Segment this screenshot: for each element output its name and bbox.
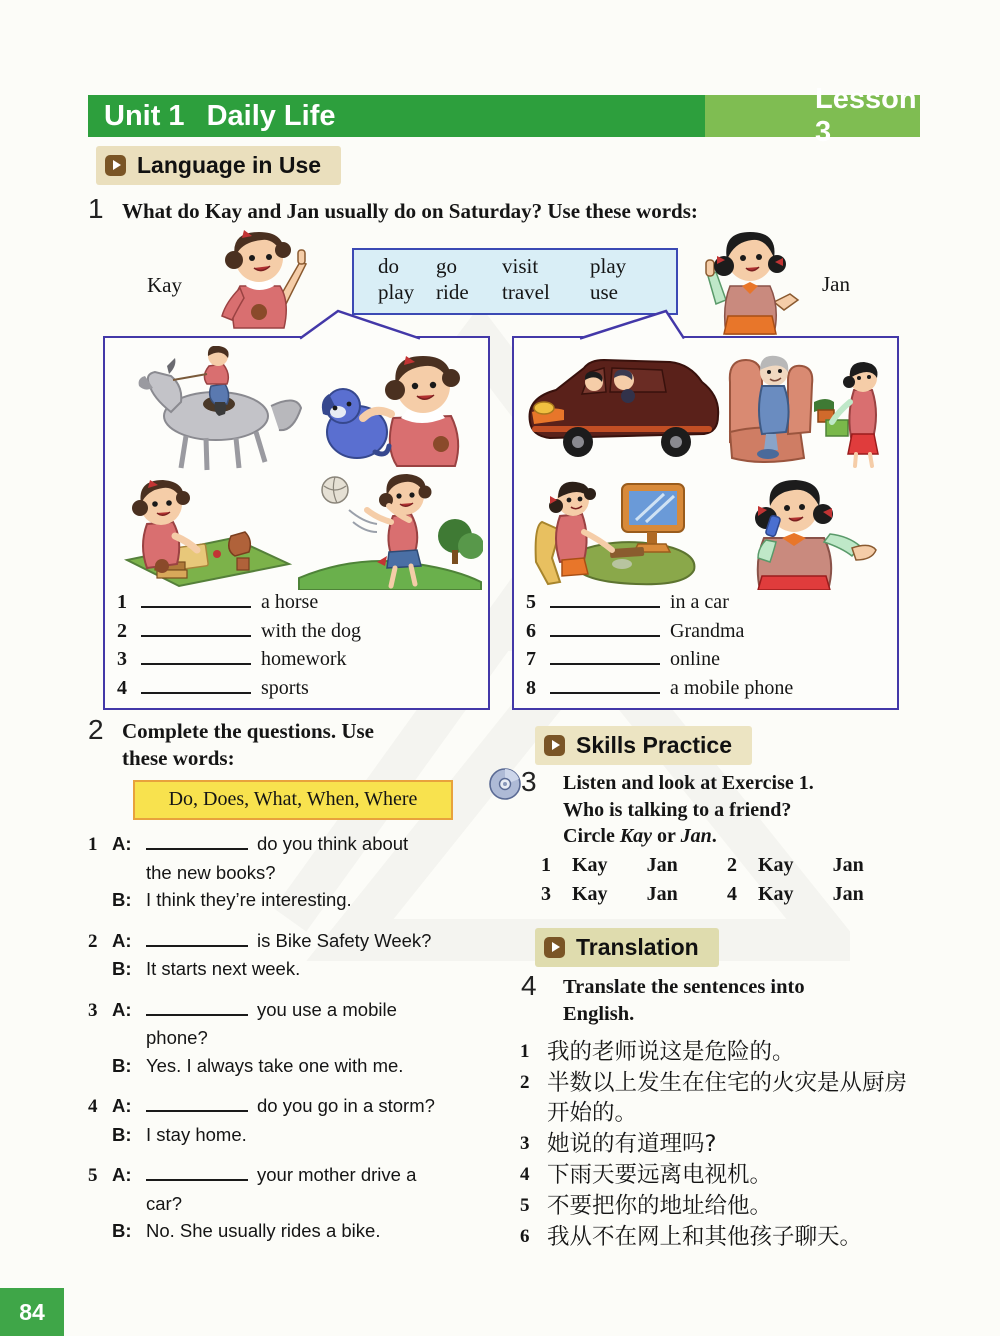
exercise1-word-box [352,248,678,315]
dialog-text: do you think about [257,833,409,854]
section-skills-practice [535,726,752,765]
sentence-number: 1 [520,1041,530,1062]
prompt-line: Listen and look at Exercise 1. [563,772,814,794]
section-title: Skills Practice [576,732,732,758]
kay-character-illustration [182,224,332,334]
sentence-item [520,1191,930,1221]
dialog-item [88,996,502,1080]
word: go [436,254,457,278]
jan-character-illustration [686,224,811,336]
speaker-b: B: [112,889,132,910]
speaker-a: A: [112,833,132,854]
word: use [590,280,618,304]
prompt-text: Circle [563,825,620,847]
dialog-text: phone? [146,1027,208,1048]
sentence-number: 3 [520,1133,530,1154]
dialog-text: you use a mobile [257,998,397,1020]
kay-italic: Kay [619,825,653,847]
jan-activity-list [526,589,891,703]
prompt-text: . [711,825,717,847]
exercise2-number: 2 [88,714,104,745]
list-item [117,589,482,618]
speaker-a: A: [112,1164,132,1185]
section-translation [535,928,719,967]
item-number: 6 [526,619,536,642]
item-number: 4 [117,676,127,699]
cd-icon [488,767,522,801]
speaker-a: A: [112,1095,132,1116]
exercise2-word-box: Do, Does, What, When, Where [133,780,453,820]
illustration-travel-in-car [520,344,725,468]
choice-jan: Jan [646,854,678,876]
prompt-line: English. [563,1002,635,1025]
speaker-b: B: [112,1054,132,1076]
list-item [526,589,891,618]
kay-label: Kay [147,273,182,297]
dialog-item [88,927,502,983]
prompt-line: these words: [122,746,235,770]
speaker-a: A: [112,929,132,951]
option-number: 1 [541,854,551,876]
play-arrow-icon [105,155,126,176]
item-text: in a car [670,591,729,613]
dialog-text: I think they’re interesting. [146,889,352,910]
answer-blank [141,646,251,665]
dialog-number: 4 [88,1096,98,1117]
dialog-text: It starts next week. [146,958,301,979]
dialog-text: the new books? [146,861,276,883]
choice-kay: Kay [572,882,608,905]
answer-blank [550,618,660,637]
dialog-number: 5 [88,1165,98,1186]
item-text: Grandma [670,619,745,642]
answer-blank [141,675,251,694]
exercise4-prompt [563,974,903,1027]
page-number: 84 [0,1288,64,1336]
speaker-b: B: [112,1220,132,1241]
item-text: homework [261,648,347,670]
item-number: 2 [117,619,127,642]
jan-italic: Jan [680,825,712,847]
item-text: a mobile phone [670,676,794,699]
dialog-text: do you go in a storm? [257,1095,435,1116]
word: visit [502,254,539,278]
dialog-text: is Bike Safety Week? [257,929,432,951]
prompt-line: Who is talking to a friend? [563,798,792,821]
word: play [590,254,627,278]
option-row [541,851,727,880]
item-number: 5 [526,591,536,613]
exercise1-prompt: What do Kay and Jan usually do on Saturday? Use these words: [122,199,698,223]
illustration-do-homework [113,476,295,588]
word: do [378,254,399,278]
dialog-text: I stay home. [146,1123,247,1145]
jan-figure [706,232,798,334]
section-title: Translation [576,934,699,960]
section-title: Language in Use [137,152,322,178]
answer-blank [141,589,251,608]
illustration-play-sports [297,470,483,590]
exercise3-number: 3 [521,766,537,797]
dialog-item [88,1092,502,1148]
exercise4-sentences [520,1037,930,1253]
choice-kay: Kay [572,854,608,876]
sentence-text: 她说的有道理吗? [547,1131,717,1157]
answer-blank [146,930,248,947]
item-text: online [670,648,720,670]
kay-figure [222,230,306,328]
list-item [526,618,891,647]
word: travel [502,280,550,304]
lesson-label: Lesson 3 [815,83,917,148]
sentence-number: 4 [520,1164,530,1185]
unit-title [104,95,336,137]
prompt-line: Translate the sentences into [563,976,805,998]
sentence-item [520,1160,930,1190]
sentence-item [520,1129,930,1159]
sentence-item [520,1068,930,1128]
exercise2-prompt [122,718,462,772]
option-number: 3 [541,882,551,905]
prompt-line: Complete the questions. Use [122,719,374,743]
unit-header-bar [88,83,920,148]
exercise3-options [541,851,913,908]
sentence-text: 我的老师说这是危险的。 [547,1039,795,1065]
item-text: with the dog [261,619,361,642]
item-number: 3 [117,648,127,670]
item-number: 1 [117,591,127,613]
jan-label: Jan [822,272,850,296]
option-number: 4 [727,882,737,905]
sentence-text: 不要把你的地址给他。 [547,1193,773,1219]
illustration-use-mobile-phone [720,476,884,590]
dialog-number: 1 [88,834,98,855]
sentence-item [520,1037,930,1067]
play-arrow-icon [544,937,565,958]
item-text: a horse [261,591,319,613]
dialog-text: Yes. I always take one with me. [146,1054,404,1076]
item-number: 8 [526,676,536,699]
answer-blank [550,589,660,608]
list-item [117,675,482,704]
choice-jan: Jan [832,854,864,876]
prompt-line [563,823,908,850]
choice-jan: Jan [832,882,864,905]
option-row [727,851,913,880]
dialog-text: No. She usually rides a bike. [146,1220,381,1241]
dialog-text: your mother drive a [257,1164,417,1185]
answer-blank [146,833,248,850]
option-row [541,880,727,909]
choice-jan: Jan [646,882,678,905]
sentence-number: 2 [520,1072,530,1093]
dialog-item [88,830,502,914]
answer-blank [550,675,660,694]
illustration-ride-horse [111,346,306,474]
choice-kay: Kay [758,882,794,905]
illustration-go-online [526,474,704,590]
exercise2-dialogs [88,830,502,1258]
word: play [378,280,415,304]
jan-activities-box [512,336,899,710]
sentence-text: 我从不在网上和其他孩子聊天。 [547,1224,863,1250]
list-item [526,646,891,675]
list-item [526,675,891,704]
answer-blank [146,1164,248,1181]
sentence-text: 半数以上发生在住宅的火灾是从厨房开始的。 [547,1070,908,1126]
exercise3-prompt [563,770,908,850]
illustration-visit-grandma [722,346,892,474]
dialog-item [88,1161,502,1245]
answer-blank [141,618,251,637]
dialog-text: car? [146,1192,182,1214]
choice-kay: Kay [758,854,794,876]
speaker-a: A: [112,998,132,1020]
answer-blank [146,999,248,1016]
option-row [727,880,913,909]
item-number: 7 [526,648,536,670]
speaker-b: B: [112,1123,132,1145]
kay-activities-box [103,336,490,710]
illustration-play-with-dog [305,348,477,468]
dialog-number: 2 [88,930,98,952]
play-arrow-icon [544,735,565,756]
answer-blank [146,1095,248,1112]
prompt-text: or [652,825,681,847]
sentence-number: 6 [520,1226,530,1247]
word: ride [436,280,469,304]
kay-activity-list [117,589,482,703]
unit-name: Daily Life [206,99,336,132]
section-language-in-use [96,146,341,185]
list-item [117,618,482,647]
sentence-item [520,1222,930,1252]
item-text: sports [261,676,309,699]
sentence-text: 下雨天要远离电视机。 [547,1162,773,1188]
exercise4-number: 4 [521,970,537,1001]
sentence-number: 5 [520,1195,530,1216]
unit-number: Unit 1 [104,99,185,132]
list-item [117,646,482,675]
exercise1-number: 1 [88,193,104,224]
option-number: 2 [727,854,737,876]
dialog-number: 3 [88,999,98,1021]
speaker-b: B: [112,958,132,979]
answer-blank [550,646,660,665]
